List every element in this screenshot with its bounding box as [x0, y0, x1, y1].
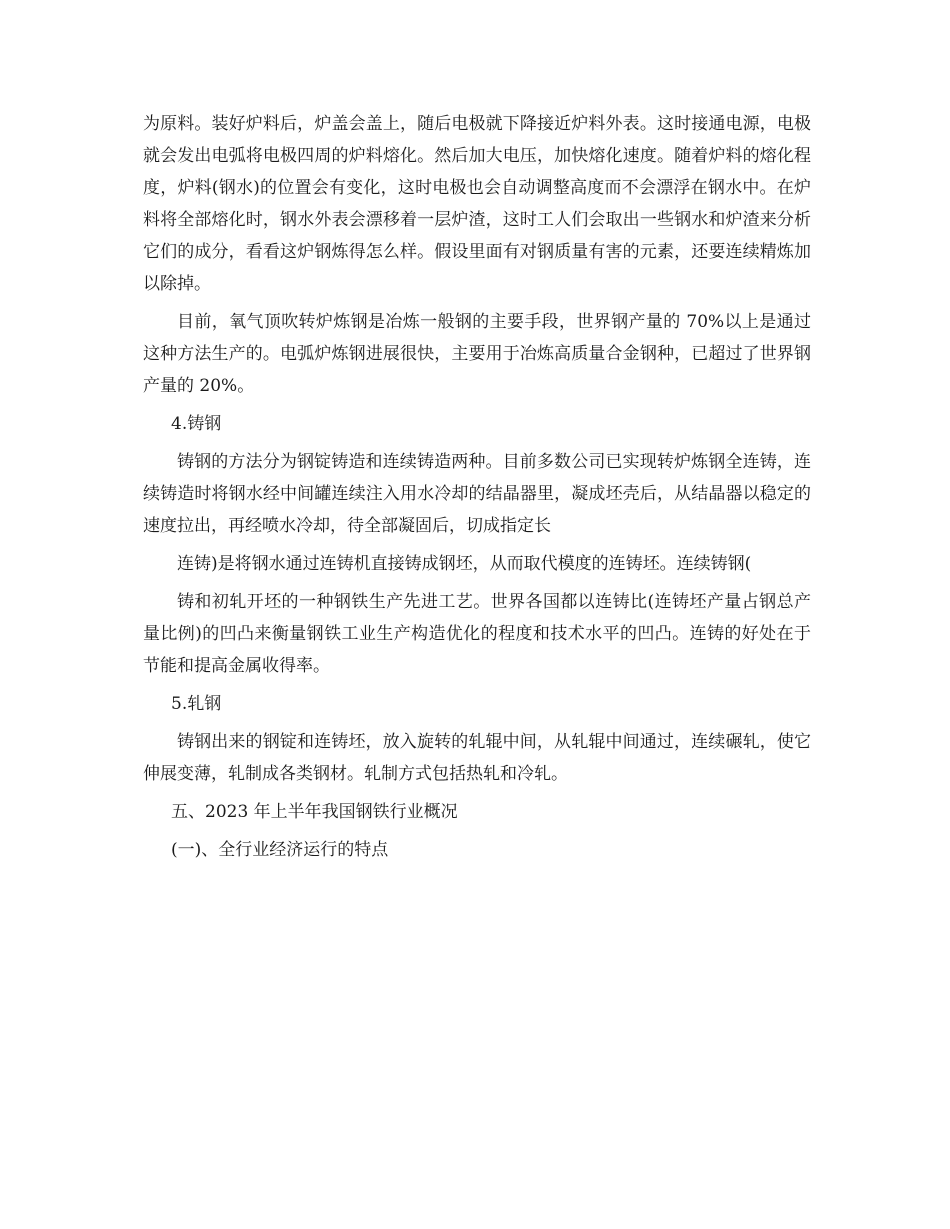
paragraph-continuous-casting: 连铸)是将钢水通过连铸机直接铸成钢坯，从而取代模度的连铸坯。连续铸钢( — [177, 554, 752, 574]
section-heading-casting: 4.铸钢 — [171, 414, 222, 434]
paragraph-rolling-process: 铸钢出来的钢锭和连铸坯，放入旋转的轧辊中间，从轧辊中间通过，连续碾轧，使它伸展变薄，轧制成各类钢材。轧制方式包括热轧和冷轧。 — [143, 732, 811, 784]
section-heading-industry-overview: 五、2023 年上半年我国钢铁行业概况 — [171, 802, 458, 822]
document-body — [143, 108, 811, 866]
paragraph-casting-ratio: 铸和初轧开坯的一种钢铁生产先进工艺。世界各国都以连铸比(连铸坯产量占钢总产量比例)的凹凸来衡量钢铁工业生产构造优化的程度和技术水平的凹凸。连铸的好处在于节能和提高金属收得率。 — [143, 592, 811, 676]
section-heading-rolling: 5.轧钢 — [171, 694, 222, 714]
paragraph-electric-furnace-process: 为原料。装好炉料后，炉盖会盖上，随后电极就下降接近炉料外表。这时接通电源，电极就会发出电弧将电极四周的炉料熔化。然后加大电压，加快熔化速度。随着炉料的熔化程度，炉料(钢水)的位置会有变化，这时电极也会自动调整高度而不会漂浮在钢水中。在炉料将全部熔化时，钢水外表会漂移着一层炉渣，这时工人们会取出一些钢水和炉渣来分析它们的成分，看看这炉钢炼得怎么样。假设里面有对钢质量有害的元素，还要连续精炼加以除掉。 — [143, 114, 811, 294]
subsection-heading-industry-features: (一)、全行业经济运行的特点 — [171, 840, 389, 860]
paragraph-casting-methods: 铸钢的方法分为钢锭铸造和连续铸造两种。目前多数公司已实现转炉炼钢全连铸，连续铸造时将钢水经中间罐连续注入用水冷却的结晶器里，凝成坯壳后，从结晶器以稳定的速度拉出，再经喷水冷却，待全部凝固后，切成指定长 — [143, 452, 811, 536]
paragraph-steelmaking-methods: 目前，氧气顶吹转炉炼钢是冶炼一般钢的主要手段，世界钢产量的 70%以上是通过这种方法生产的。电弧炉炼钢进展很快，主要用于冶炼高质量合金钢种，已超过了世界钢产量的 20%。 — [143, 312, 811, 396]
